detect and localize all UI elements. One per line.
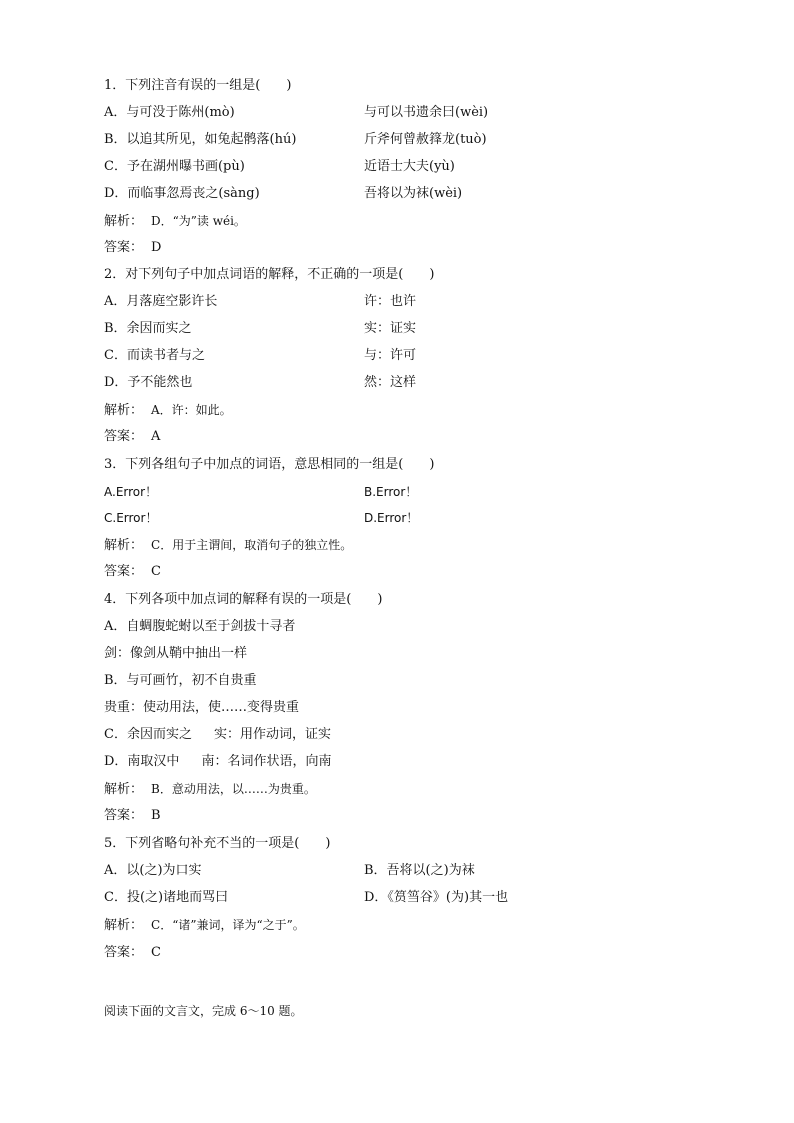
q5-analysis: [104, 915, 305, 935]
analysis-label: 解析：: [104, 782, 144, 797]
answer-label: 答案：: [104, 564, 144, 579]
q5-answer: [104, 943, 161, 963]
answer-label: 答案：: [104, 808, 144, 823]
analysis-label: 解析：: [104, 918, 144, 933]
analysis-text: B．意动用法，以……为贵重。: [151, 782, 316, 796]
answer-text: B: [151, 808, 161, 823]
question-5-stem: 5．下列省略句补充不当的一项是( ): [104, 836, 331, 851]
q4-option-a: A．自蜩腹蛇蚹以至于剑拔十寻者: [104, 619, 296, 634]
q4-option-d-gloss: 南：名词作状语，向南: [201, 754, 332, 769]
answer-label: 答案：: [104, 945, 144, 960]
q2-option-b-right: 实：证实: [364, 321, 417, 336]
q3-option-c: C.Error！: [104, 511, 158, 525]
q4-answer: [104, 806, 161, 826]
q4-option-b: B．与可画竹，初不自贵重: [104, 673, 257, 688]
q1-option-a: A．与可没于陈州(mò): [104, 105, 235, 120]
q1-option-c: C．予在湖州曝书画(pù): [104, 159, 245, 174]
q2-option-d-right: 然：这样: [364, 375, 417, 390]
q3-option-d: D.Error！: [364, 511, 419, 525]
q1-option-d-right: 吾将以为袜(wèi): [364, 186, 463, 201]
q4-analysis: [104, 779, 316, 799]
q4-option-c: [104, 725, 331, 745]
analysis-label: 解析：: [104, 538, 144, 553]
q2-analysis: [104, 400, 232, 420]
q4-option-c-text: C．余因而实之: [104, 727, 192, 742]
answer-text: D: [151, 240, 162, 255]
analysis-text: A．许：如此。: [151, 403, 232, 417]
q2-answer: [104, 427, 160, 447]
q5-option-d: D．《筼筜谷》(为)其一也: [364, 890, 509, 905]
q3-option-b: B.Error！: [364, 485, 418, 499]
q5-option-c: C．投(之)诸地而骂曰: [104, 890, 229, 905]
q4-option-b-gloss: 贵重：使动用法，使……变得贵重: [104, 700, 300, 715]
q1-answer: [104, 238, 161, 258]
q3-analysis: [104, 535, 352, 555]
analysis-label: 解析：: [104, 403, 144, 418]
question-3-stem: 3．下列各组句子中加点的词语，意思相同的一组是( ): [104, 457, 435, 472]
q1-analysis: [104, 211, 246, 231]
q5-option-a: A．以(之)为口实: [104, 863, 202, 878]
q1-option-b: B．以追其所见，如兔起鹘落(hú): [104, 132, 297, 147]
q4-option-a-gloss: 剑：像剑从鞘中抽出一样: [104, 646, 248, 661]
answer-text: C: [151, 564, 161, 579]
answer-label: 答案：: [104, 429, 144, 444]
answer-text: A: [151, 429, 161, 444]
q2-option-a: A．月落庭空影许长: [104, 294, 218, 309]
analysis-text: C．用于主谓间，取消句子的独立性。: [151, 538, 353, 552]
q4-option-d-text: D．南取汉中: [104, 754, 180, 769]
analysis-text: D．“为”读 wéi。: [151, 214, 246, 228]
q3-answer: [104, 562, 161, 582]
q2-option-a-right: 许：也许: [364, 294, 417, 309]
analysis-text: C．“诸”兼词，译为“之于”。: [151, 918, 305, 932]
q4-option-c-gloss: 实：用作动词，证实: [213, 727, 331, 742]
q2-option-c: C．而读书者与之: [104, 348, 205, 363]
q4-option-d: [104, 752, 331, 772]
q2-option-c-right: 与：许可: [364, 348, 417, 363]
analysis-label: 解析：: [104, 214, 144, 229]
q5-option-b: B．吾将以(之)为袜: [364, 863, 475, 878]
answer-label: 答案：: [104, 240, 144, 255]
q1-option-c-right: 近语士大夫(yù): [364, 159, 455, 174]
q2-option-b: B．余因而实之: [104, 321, 192, 336]
question-1-stem: 1．下列注音有误的一组是( ): [104, 78, 292, 93]
q1-option-a-right: 与可以书遗余曰(wèi): [364, 105, 489, 120]
question-2-stem: 2．对下列句子中加点词语的解释，不正确的一项是( ): [104, 267, 435, 282]
q1-option-d: D．而临事忽焉丧之(sàng): [104, 186, 260, 201]
reading-prompt: 阅读下面的文言文，完成 6～10 题。: [104, 1004, 303, 1018]
q2-option-d: D．予不能然也: [104, 375, 193, 390]
q3-option-a: A.Error！: [104, 485, 158, 499]
question-4-stem: 4．下列各项中加点词的解释有误的一项是( ): [104, 592, 383, 607]
answer-text: C: [151, 945, 161, 960]
q1-option-b-right: 斤斧何曾赦箨龙(tuò): [364, 132, 487, 147]
